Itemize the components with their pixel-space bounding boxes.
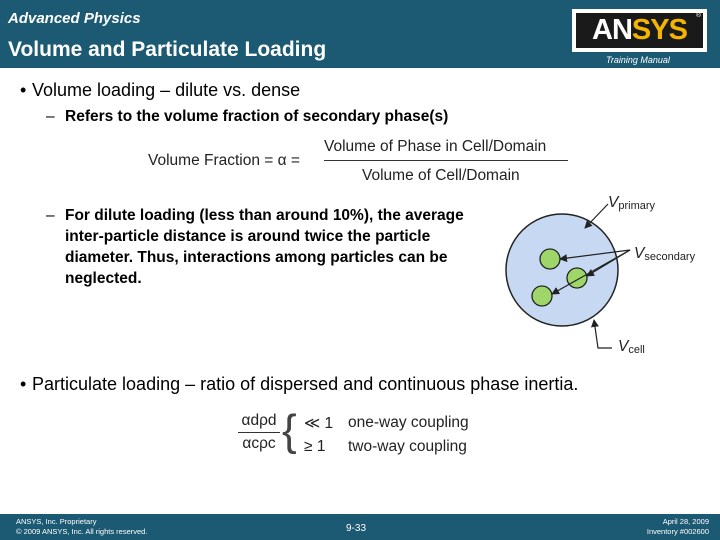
footer-rights: © 2009 ANSYS, Inc. All rights reserved. (16, 527, 148, 536)
footer-date-inventory (647, 517, 709, 537)
relation-much-less: ≪ 1 (304, 415, 334, 432)
ratio-denominator: αcρc (242, 435, 276, 452)
equation-lhs: Volume Fraction = α = (148, 152, 300, 169)
cell-diagram-figure (490, 190, 718, 360)
bullet-marker: • (20, 374, 27, 394)
footer-inventory: Inventory #002600 (646, 527, 709, 536)
arrow-primary (585, 204, 608, 228)
footer-proprietary: ANSYS, Inc. Proprietary (16, 517, 97, 526)
logo-text-sys: SYS (631, 14, 687, 46)
logo-text-an: AN (592, 14, 632, 46)
coupling-equation (238, 408, 498, 464)
fraction-bar (324, 160, 568, 161)
relation-greater-equal: ≥ 1 (304, 438, 326, 455)
dash-marker: – (46, 108, 55, 125)
label-v-cell: $V_{cell}$ (618, 338, 645, 356)
label-v-primary: $V_{primary}$ (608, 194, 656, 212)
brace: { (282, 406, 297, 455)
sub-bullet-text: For dilute loading (less than around 10%), the average inter-particle distance is around twice the particle diameter. Thus, interactions among particles can be neglected. (65, 207, 464, 287)
sub-bullet-volume-fraction (46, 108, 448, 126)
inertia-ratio (238, 412, 280, 453)
ansys-logo (572, 9, 707, 52)
bullet-text: Volume loading – dilute vs. dense (32, 80, 301, 100)
logo-registered-mark: ® (695, 12, 701, 19)
equation-numerator: Volume of Phase in Cell/Domain (324, 138, 547, 155)
ratio-numerator: αdρd (241, 412, 277, 429)
fraction-bar (238, 432, 280, 433)
footer-date: April 28, 2009 (662, 517, 709, 526)
case-one-way: one-way coupling (348, 414, 469, 431)
supertitle: Advanced Physics (8, 10, 141, 27)
particle-3 (532, 286, 552, 306)
footer-bar (0, 514, 720, 540)
volume-fraction-equation (148, 136, 588, 190)
bullet-particulate-loading (20, 374, 578, 395)
cell-diagram (490, 190, 718, 360)
equation-denominator: Volume of Cell/Domain (362, 167, 520, 184)
footer-copyright (16, 517, 147, 537)
sub-bullet-dilute-loading (46, 205, 486, 289)
cell-circle (506, 214, 618, 326)
bullet-text: Particulate loading – ratio of dispersed and continuous phase inertia. (32, 374, 579, 394)
label-v-secondary: $V_{secondary}$ (634, 245, 696, 263)
bullet-marker: • (20, 80, 27, 100)
training-manual-label: Training Manual (606, 55, 670, 65)
header-bar (0, 0, 720, 68)
particle-2 (567, 268, 587, 288)
page-number: 9-33 (346, 523, 367, 534)
slide-title: Volume and Particulate Loading (8, 38, 327, 61)
sub-bullet-text: Refers to the volume fraction of secondary phase(s) (65, 108, 449, 125)
dash-marker: – (46, 207, 55, 224)
bullet-volume-loading (20, 80, 300, 101)
arrow-cell (594, 320, 612, 348)
particle-1 (540, 249, 560, 269)
case-two-way: two-way coupling (348, 438, 467, 455)
